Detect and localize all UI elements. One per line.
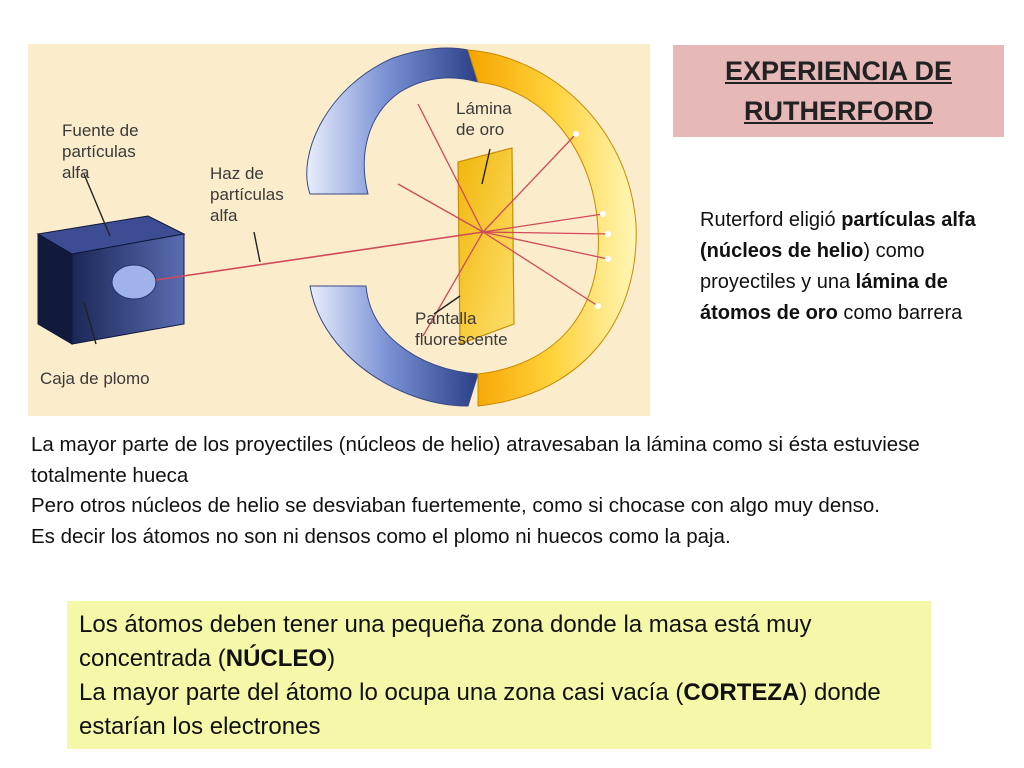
observation-3: Es decir los átomos no son ni densos como el plomo ni huecos como la paja. [31, 524, 731, 548]
label-source: Fuente de partículas alfa [62, 121, 139, 182]
title-box [673, 45, 1004, 137]
conclusion-nucleus-end: ) [327, 645, 336, 672]
nucleus-term: NÚCLEO [225, 645, 328, 672]
conclusion-box [67, 601, 931, 749]
conclusion-nucleus-text: Los átomos deben tener una pequeña zona donde la masa está muy concentrada ( [79, 611, 812, 672]
side-text-2: ) como proyectiles y una [700, 240, 925, 293]
diagram-illustration [28, 44, 650, 416]
label-screen: Pantalla fluorescente [415, 309, 508, 349]
conclusion-nucleus [79, 608, 919, 676]
label-lead-box: Caja de plomo [40, 369, 150, 388]
conclusion-cortex [79, 676, 919, 744]
conclusion-cortex-text: La mayor parte del átomo lo ocupa una zona casi vacía ( [79, 679, 684, 706]
alpha-beam [156, 232, 483, 280]
label-foil: Lámina de oro [456, 99, 512, 139]
side-bold-gold: lámina de átomos de oro [700, 271, 948, 324]
lead-box-opening [112, 265, 156, 299]
side-text-1: Ruterford eligió [700, 209, 842, 231]
conclusion-cortex-end: ) donde estarían los electrones [79, 679, 881, 740]
rutherford-diagram [28, 44, 650, 416]
side-text-3: como barrera [837, 302, 963, 324]
observation-1: La mayor parte de los proyectiles (núcleos de helio) atravesaban la lámina como si ésta estuviese totalmente hueca [31, 433, 920, 487]
page-title: EXPERIENCIA DE RUTHERFORD [724, 56, 953, 126]
label-beam: Haz de partículas alfa [210, 164, 284, 225]
observations-text [31, 430, 991, 552]
cortex-term: CORTEZA [683, 679, 800, 706]
side-bold-alpha: partículas alfa (núcleos de helio [700, 209, 976, 262]
side-description [700, 205, 1000, 329]
observation-2: Pero otros núcleos de helio se desviaban fuertemente, como si chocase con algo muy denso. [31, 494, 880, 517]
lead-box-front [38, 234, 72, 344]
